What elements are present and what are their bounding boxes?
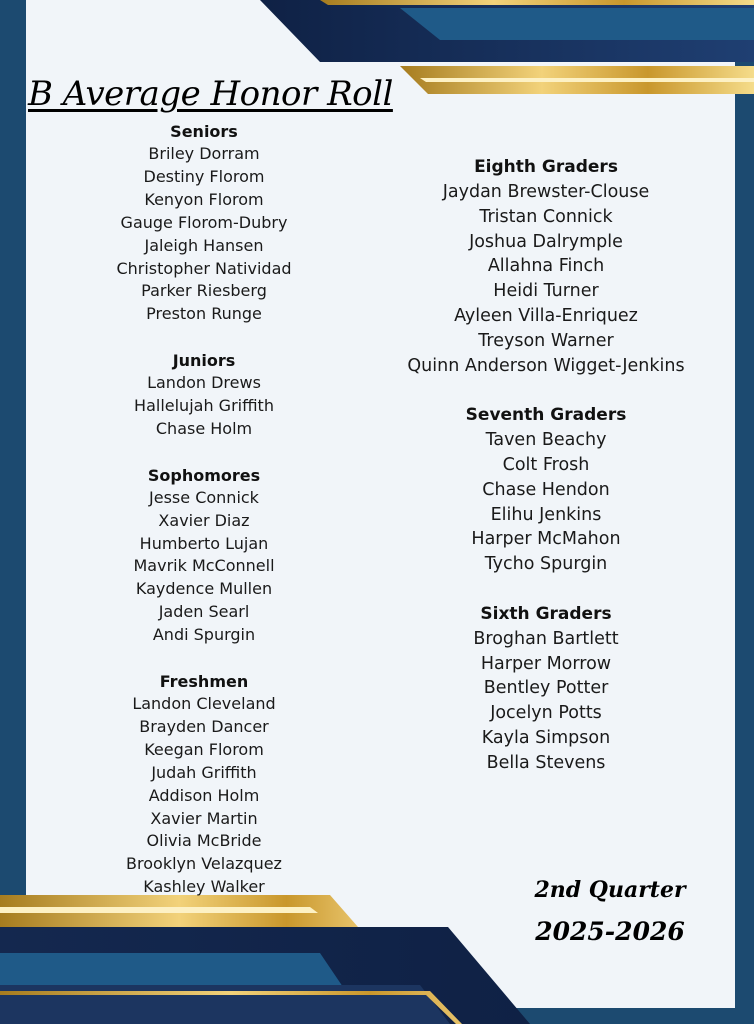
- student-name: Bella Stevens: [486, 752, 606, 773]
- student-name: Xavier Martin: [150, 808, 258, 828]
- group-heading: Juniors: [172, 351, 236, 371]
- student-name: Bentley Potter: [483, 678, 609, 699]
- student-name: Chase Holm: [155, 418, 253, 438]
- group-heading: Freshmen: [159, 671, 249, 691]
- student-name: Destiny Florom: [143, 166, 265, 186]
- student-name: Landon Drews: [147, 373, 261, 393]
- student-name: Keegan Florom: [144, 739, 264, 759]
- student-name: Tycho Spurgin: [484, 554, 608, 575]
- student-name: Elihu Jenkins: [490, 504, 602, 525]
- group-heading: Sophomores: [147, 465, 261, 485]
- student-name: Joshua Dalrymple: [469, 231, 623, 252]
- group-juniors: [104, 349, 304, 441]
- group-sophomores: [104, 464, 304, 647]
- student-name: Briley Dorram: [148, 144, 260, 163]
- student-name: Andi Spurgin: [152, 625, 256, 645]
- student-name: Heidi Turner: [493, 281, 599, 302]
- student-name: Kaydence Mullen: [135, 579, 273, 599]
- student-name: Harper McMahon: [471, 529, 621, 550]
- group-heading: Sixth Graders: [480, 603, 612, 624]
- student-name: Kashley Walker: [143, 877, 265, 897]
- student-name: Brooklyn Velazquez: [126, 854, 282, 874]
- student-name: Addison Holm: [148, 785, 260, 805]
- group-eighth-graders: [396, 155, 696, 378]
- student-name: Chase Hendon: [482, 479, 610, 500]
- student-name: Gauge Florom-Dubry: [120, 212, 288, 232]
- student-name: Judah Griffith: [151, 762, 257, 782]
- student-name: Landon Cleveland: [132, 693, 276, 713]
- student-name: Taven Beachy: [485, 430, 607, 451]
- student-name: Olivia McBride: [146, 831, 262, 851]
- student-name: Humberto Lujan: [139, 533, 269, 553]
- right-column: [396, 155, 696, 800]
- student-name: Hallelujah Griffith: [134, 396, 274, 416]
- student-name: Ayleen Villa-Enriquez: [454, 305, 638, 326]
- student-name: Jaleigh Hansen: [144, 235, 264, 255]
- left-column: [104, 120, 304, 922]
- student-name: Kayla Simpson: [481, 727, 611, 748]
- student-name: Harper Morrow: [480, 653, 612, 674]
- student-name: Preston Runge: [146, 304, 262, 324]
- student-name: Jaydan Brewster-Clouse: [442, 182, 650, 202]
- student-name: Xavier Diaz: [158, 510, 250, 530]
- page-title: B Average Honor Roll: [28, 74, 393, 114]
- student-name: Treyson Warner: [478, 330, 614, 351]
- student-name: Broghan Bartlett: [473, 628, 619, 649]
- student-name: Christopher Natividad: [116, 258, 292, 278]
- student-name: Parker Riesberg: [141, 281, 267, 301]
- group-seniors: [104, 120, 304, 326]
- group-seventh-graders: [396, 403, 696, 577]
- student-name: Brayden Dancer: [139, 716, 269, 736]
- student-name: Quinn Anderson Wigget-Jenkins: [407, 355, 685, 376]
- student-name: Jocelyn Potts: [490, 703, 602, 724]
- student-name: Colt Frosh: [502, 454, 590, 475]
- student-name: Allahna Finch: [487, 256, 605, 277]
- quarter-label: 2nd Quarter: [534, 877, 686, 903]
- group-heading: Seniors: [170, 122, 238, 141]
- student-name: Tristan Connick: [479, 206, 613, 227]
- group-heading: Eighth Graders: [474, 157, 618, 177]
- student-name: Mavrik McConnell: [133, 556, 275, 576]
- group-sixth-graders: [396, 602, 696, 776]
- student-name: Jaden Searl: [158, 602, 250, 622]
- student-name: Kenyon Florom: [144, 189, 264, 209]
- group-heading: Seventh Graders: [465, 405, 627, 426]
- student-name: Jesse Connick: [149, 487, 259, 507]
- school-year-label: 2025-2026: [535, 917, 685, 946]
- group-freshmen: [104, 670, 304, 899]
